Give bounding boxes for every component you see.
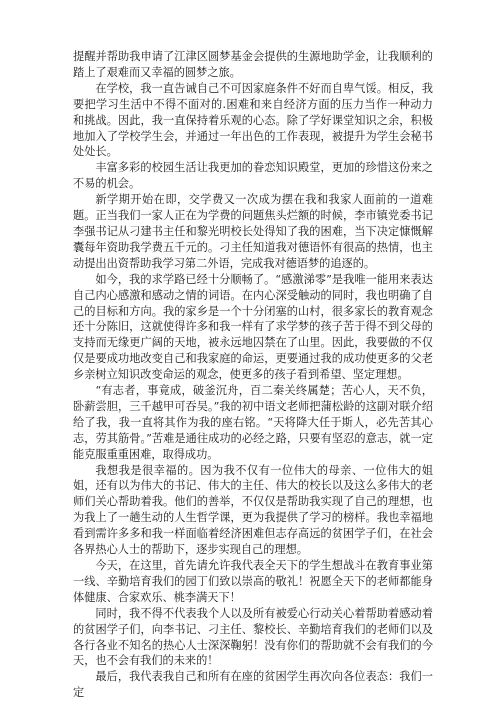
paragraph: 新学期开始在即，交学费又一次成为摆在我和我家人面前的一道难题。正当我们一家人正在为学费的问题焦头烂额的时候，李市镇党委书记李强书记从刁建书主任和黎光明校长处得知了我的困难，当下决定慷慨解囊每年资助我学费五千元的。刁主任知道我对德语怀有很高的热情，也主动提出出资帮助我学习第二外语，完成我对德语梦的追逐的。 [73, 193, 433, 270]
paragraph: 今天，在这里，首先请允许我代表全天下的学生想战斗在教育事业第一线、辛勤培育我们的园丁们致以崇高的敬礼！祝愿全天下的老师都能身体健康、合家欢乐、桃李满天下！ [73, 559, 433, 604]
paragraph: 我想我是很幸福的。因为我不仅有一位伟大的母亲、一位伟大的姐姐，还有以为伟大的书记、伟大的主任、伟大的校长以及这么多伟大的老师们关心帮助着我。他们的善举，不仅仅是帮助我实现了自己的理想，也为我上了一趟生动的人生哲学课，更为我提供了学习的榜样。我也幸福地看到需许多多和我一样面临着经济困难但志存高远的贫困学子们，在社会各界热心人士的帮助下，逐步实现自己的理想。 [73, 463, 433, 557]
document-body [73, 49, 433, 701]
paragraph: 提醒并帮助我申请了江津区圆梦基金会提供的生源地助学金，让我顺利的踏上了艰难而又幸福的圆梦之旅。 [73, 50, 433, 79]
paragraph: 最后，我代表我自己和所有在座的贫困学生再次向各位表态：我们一定 [73, 670, 433, 700]
paragraph: 丰富多彩的校园生活让我更加的眷恋知识殿堂，更加的珍惜这份来之不易的机会。 [73, 161, 433, 191]
paragraph: “有志者，事竟成，破釜沉舟，百二秦关终属楚；苦心人，天不负，卧薪尝胆，三千越甲可吞吴。”我的初中语文老师把蒲松龄的这副对联介绍给了我，我一直将其作为我的座右铭。“天将降大任于斯人，必先苦其心志，劳其筋骨。”苦难是通往成功的必经之路，只要有坚忍的意志，就一定能克服重重困难，取得成功。 [73, 384, 433, 461]
paragraph: 同时，我不得不代表我个人以及所有被爱心行动关心着帮助着感动着的贫困学子们，向李书记、刁主任、黎校长、辛勤培育我们的老师们以及各行各业不知名的热心人士深深鞠躬！没有你们的帮助就不会有我们的今天，也不会有我们的未来的！ [73, 606, 433, 668]
paragraph: 在学校，我一直告诫自己不可因家庭条件不好而自卑气馁。相反，我要把学习生活中不得不面对的.困难和来自经济方面的压力当作一种动力和挑战。因此，我一直保持着乐观的心态。除了学好课堂知识之余，积极地加入了学校学生会，并通过一年出色的工作表现，被提升为学生会秘书处处长。 [73, 81, 433, 159]
paragraph: 如今，我的求学路已经十分顺畅了。“感激涕零”是我唯一能用来表达自己内心感激和感动之情的词语。在内心深受触动的同时，我也明确了自己的目标和方向。我的家乡是一个十分闭塞的山村，很多家长的教育观念还十分陈旧，这就使得许多和我一样有了求学梦的孩子苦于得不到父母的支持而无缘更广阔的天地，被永远地囚禁在了山里。因此，我要做的不仅仅是要成功地改变自己和我家庭的命运，更要通过我的成功使更多的父老乡亲树立知识改变命运的观念，使更多的孩子看到希望、坚定理想。 [73, 272, 433, 382]
